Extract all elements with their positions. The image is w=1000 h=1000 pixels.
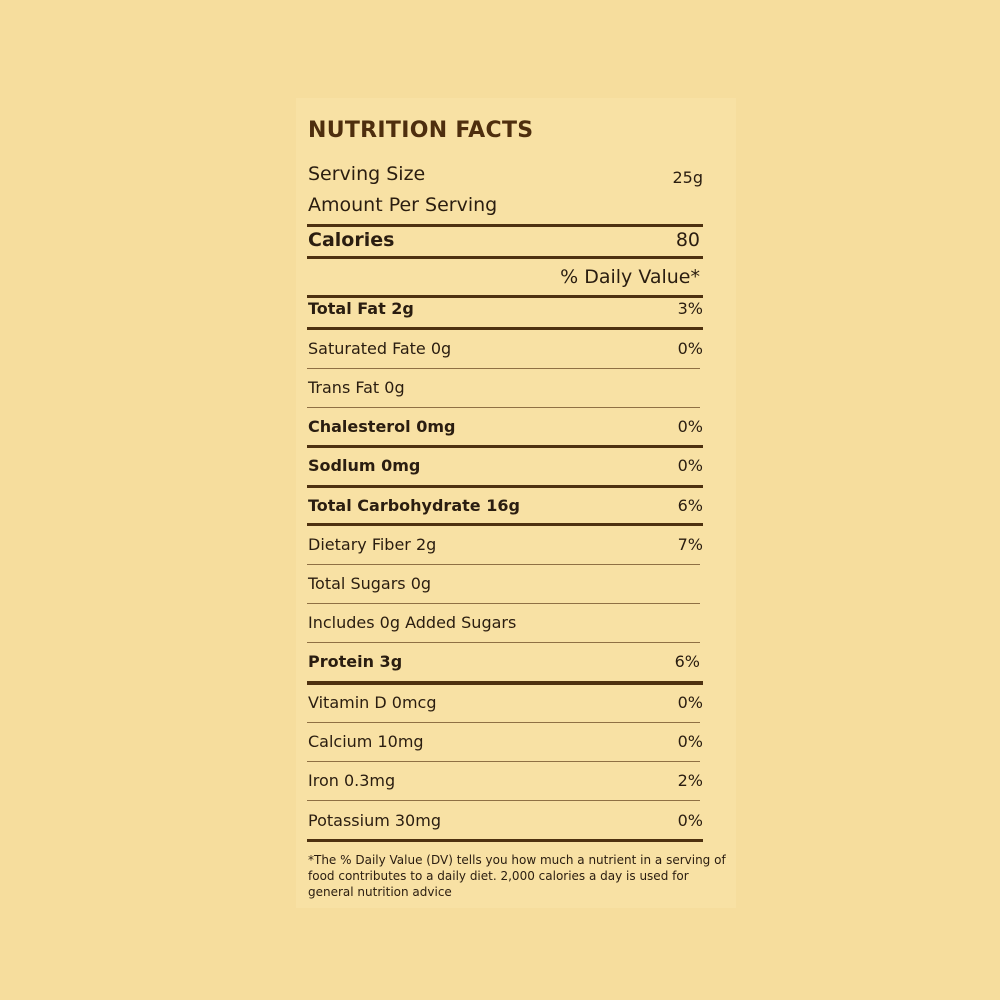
daily-value-header: % Daily Value*: [560, 266, 700, 288]
nutrient-dv: 7%: [677, 535, 703, 554]
serving-size-label: Serving Size: [308, 163, 426, 185]
nutrient-dv: 0%: [677, 456, 703, 475]
nutrient-dv: 6%: [674, 652, 700, 671]
divider: [307, 839, 703, 842]
nutrient-name: Vitamin D 0mcg: [308, 693, 437, 712]
divider: [307, 800, 700, 801]
nutrient-dv: 0%: [677, 811, 703, 830]
divider: [307, 445, 703, 448]
nutrient-dv: 0%: [677, 693, 703, 712]
footnote: *The % Daily Value (DV) tells you how much a nutrient in a serving of food contributes to a daily diet. 2,000 calories a day is used for general nutrition advice: [308, 853, 726, 899]
divider: [307, 407, 700, 408]
divider: [307, 295, 703, 298]
nutrient-dv: 3%: [677, 299, 703, 318]
nutrient-name: Chalesterol 0mg: [308, 417, 456, 436]
nutrient-name: Total Fat 2g: [308, 299, 414, 318]
divider: [307, 327, 703, 330]
divider: [307, 224, 703, 227]
amount-per-serving: Amount Per Serving: [308, 194, 498, 216]
nutrient-name: Trans Fat 0g: [308, 378, 405, 397]
nutrient-name: Total Sugars 0g: [308, 574, 432, 593]
nutrient-dv: 2%: [677, 771, 703, 790]
nutrient-name: Potassium 30mg: [308, 811, 441, 830]
nutrient-name: Saturated Fate 0g: [308, 339, 452, 358]
divider: [307, 642, 700, 643]
nutrient-name: Calcium 10mg: [308, 732, 424, 751]
divider: [307, 485, 703, 488]
nutrient-dv: 0%: [677, 417, 703, 436]
divider: [307, 681, 703, 685]
nutrient-name: Sodlum 0mg: [308, 456, 421, 475]
nutrient-dv: 0%: [677, 732, 703, 751]
divider: [307, 368, 700, 369]
nutrient-dv: 0%: [677, 339, 703, 358]
divider: [307, 256, 703, 259]
divider: [307, 603, 700, 604]
nutrient-name: Includes 0g Added Sugars: [308, 613, 517, 632]
divider: [307, 523, 703, 526]
label-title: NUTRITION FACTS: [308, 118, 534, 143]
divider: [307, 761, 700, 762]
divider: [307, 564, 700, 565]
divider: [307, 722, 700, 723]
nutrient-name: Protein 3g: [308, 652, 403, 671]
nutrient-name: Iron 0.3mg: [308, 771, 396, 790]
calories-label: Calories: [308, 229, 395, 251]
nutrient-dv: 6%: [677, 496, 703, 515]
nutrient-name: Dietary Fiber 2g: [308, 535, 437, 554]
calories-value: 80: [675, 229, 700, 251]
nutrient-name: Total Carbohydrate 16g: [308, 496, 520, 515]
serving-size-value: 25g: [672, 168, 703, 187]
